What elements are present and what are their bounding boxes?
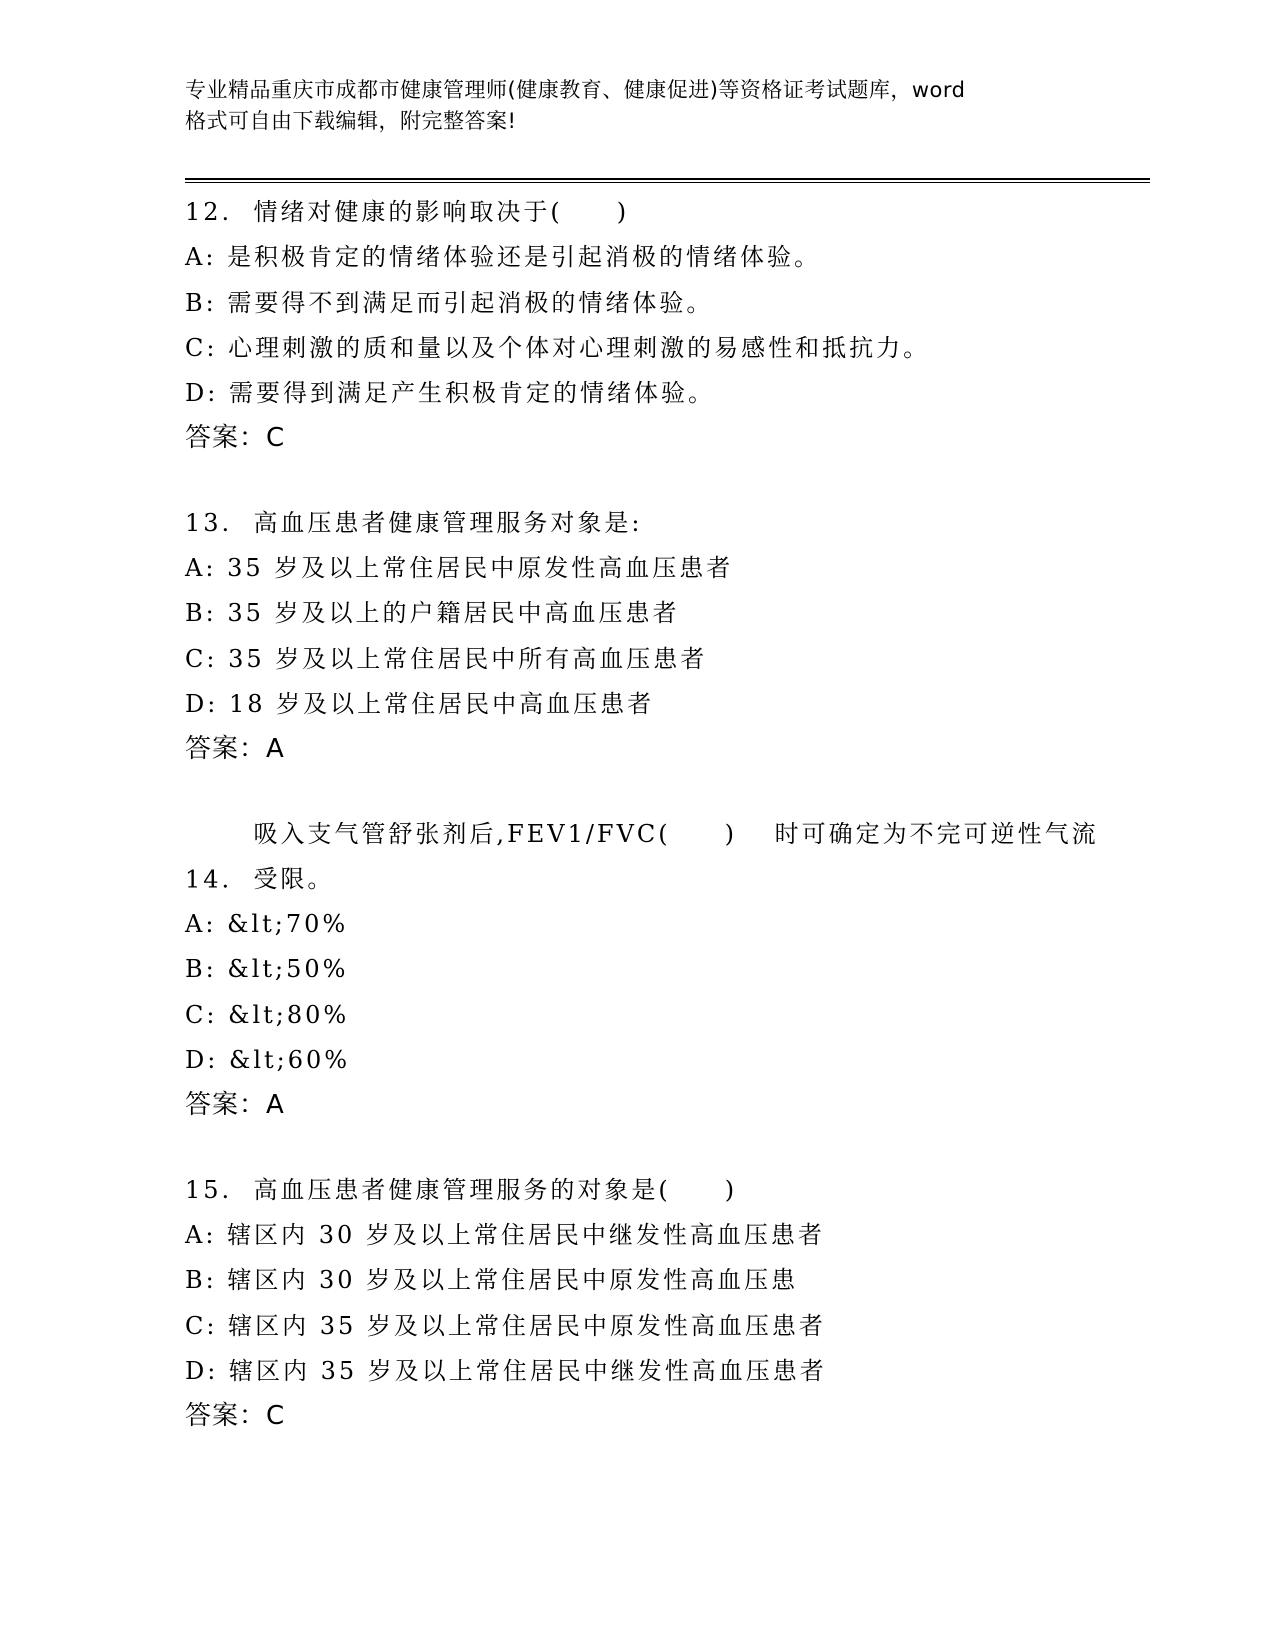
question-stem xyxy=(185,190,1150,235)
answer-line xyxy=(185,727,1150,772)
option-label: B: xyxy=(185,1266,217,1295)
option-c xyxy=(185,993,1150,1038)
header-line-1: 专业精品重庆市成都市健康管理师(健康教育、健康促进)等资格证考试题库，word xyxy=(185,78,966,102)
option-text: 35 岁及以上的户籍居民中高血压患者 xyxy=(227,599,680,628)
option-label: C: xyxy=(185,1000,218,1029)
option-label: D: xyxy=(185,379,219,408)
question-13 xyxy=(185,501,1150,773)
answer-label: 答案： xyxy=(185,1401,267,1432)
option-label: D: xyxy=(185,689,219,718)
question-text: 吸入支气管舒张剂后,FEV1/FVC( ) 时可确定为不完可逆性气流受限。 xyxy=(253,819,1099,893)
option-d xyxy=(185,371,1150,416)
answer-label: 答案： xyxy=(185,1090,267,1121)
option-text: &lt;50% xyxy=(227,955,349,984)
option-a xyxy=(185,546,1150,591)
answer-value: C xyxy=(266,1401,286,1432)
answer-line xyxy=(185,1394,1150,1439)
header-divider-thin xyxy=(185,182,1150,183)
option-text: 辖区内 35 岁及以上常住居民中原发性高血压患者 xyxy=(228,1311,826,1340)
option-a xyxy=(185,1213,1150,1258)
answer-value: A xyxy=(266,1090,285,1121)
option-text: 辖区内 35 岁及以上常住居民中继发性高血压患者 xyxy=(228,1356,827,1385)
option-a xyxy=(185,235,1150,280)
option-d xyxy=(185,1038,1150,1083)
document-header xyxy=(185,75,1085,137)
option-d xyxy=(185,1349,1150,1394)
option-label: B: xyxy=(185,288,217,317)
option-text: 辖区内 30 岁及以上常住居民中原发性高血压患 xyxy=(227,1266,799,1295)
option-text: 18 岁及以上常住居民中高血压患者 xyxy=(228,689,655,718)
option-label: A: xyxy=(185,1220,217,1249)
question-text: 高血压患者健康管理服务对象是: xyxy=(253,508,643,537)
header-divider-thick xyxy=(185,178,1150,180)
question-number: 15. xyxy=(185,1175,233,1204)
option-text: &lt;70% xyxy=(227,910,349,939)
question-list xyxy=(185,190,1150,1478)
question-stem xyxy=(185,501,1150,546)
option-label: D: xyxy=(185,1046,219,1075)
question-12 xyxy=(185,190,1150,462)
option-label: A: xyxy=(185,243,217,272)
option-d xyxy=(185,682,1150,727)
question-text: 情绪对健康的影响取决于( ) xyxy=(253,198,630,226)
option-label: D: xyxy=(185,1356,219,1385)
option-b xyxy=(185,281,1150,326)
option-b xyxy=(185,1258,1150,1303)
answer-label: 答案： xyxy=(185,734,267,765)
question-text: 高血压患者健康管理服务的对象是( ) xyxy=(253,1175,738,1204)
option-text: 心理刺激的质和量以及个体对心理刺激的易感性和抵抗力。 xyxy=(228,333,931,362)
option-text: &lt;60% xyxy=(228,1046,351,1075)
option-label: A: xyxy=(185,910,217,939)
option-label: C: xyxy=(185,333,218,362)
header-line-2: 格式可自由下载编辑，附完整答案! xyxy=(185,109,517,133)
question-15 xyxy=(185,1168,1150,1440)
question-number: 13. xyxy=(185,508,233,537)
option-text: 35 岁及以上常住居民中所有高血压患者 xyxy=(228,644,708,673)
answer-label: 答案： xyxy=(185,423,267,454)
answer-line xyxy=(185,416,1150,461)
option-text: 是积极肯定的情绪体验还是引起消极的情绪体验。 xyxy=(227,243,822,272)
option-b xyxy=(185,947,1150,992)
option-label: C: xyxy=(185,644,218,673)
option-b xyxy=(185,591,1150,636)
option-label: B: xyxy=(185,955,217,984)
option-text: 需要得不到满足而引起消极的情绪体验。 xyxy=(227,288,714,317)
option-c xyxy=(185,637,1150,682)
question-number: 12. xyxy=(185,198,233,226)
option-text: 需要得到满足产生积极肯定的情绪体验。 xyxy=(228,379,715,408)
option-a xyxy=(185,902,1150,947)
option-text: 35 岁及以上常住居民中原发性高血压患者 xyxy=(227,554,734,583)
answer-line xyxy=(185,1083,1150,1128)
option-c xyxy=(185,1304,1150,1349)
option-label: C: xyxy=(185,1311,218,1340)
option-text: &lt;80% xyxy=(228,1000,350,1029)
question-stem xyxy=(185,1168,1150,1213)
question-14 xyxy=(185,812,1150,1129)
option-label: B: xyxy=(185,599,217,628)
option-label: A: xyxy=(185,554,217,583)
question-number: 14. xyxy=(185,864,233,893)
answer-value: A xyxy=(266,734,285,765)
answer-value: C xyxy=(266,423,286,454)
question-stem xyxy=(185,812,1150,903)
option-text: 辖区内 30 岁及以上常住居民中继发性高血压患者 xyxy=(227,1220,825,1249)
option-c xyxy=(185,326,1150,371)
